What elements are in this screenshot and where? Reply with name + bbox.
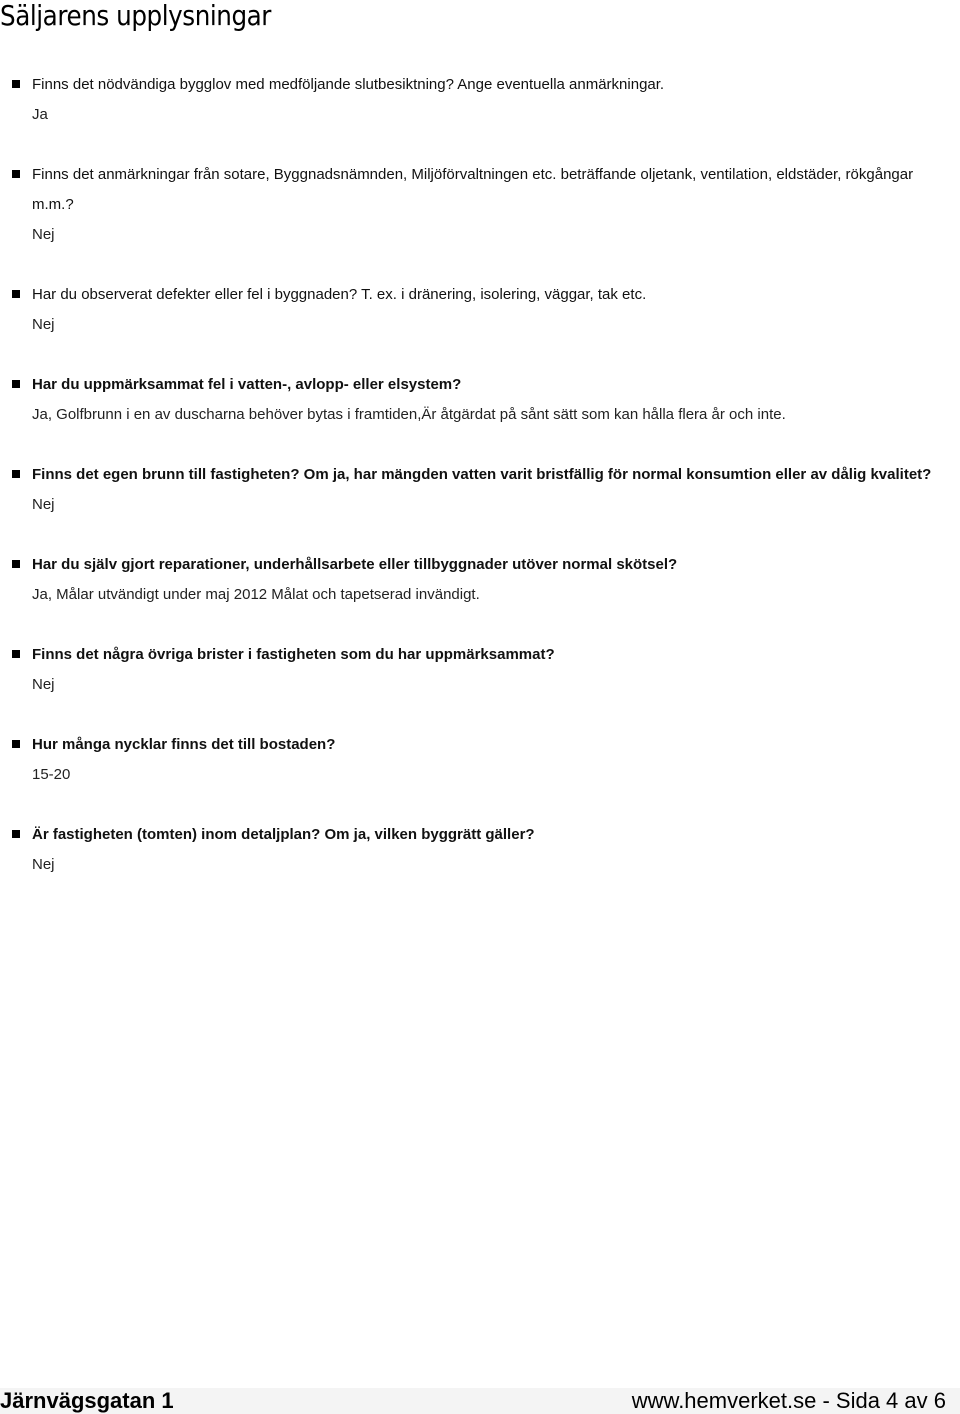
footer-site-page: www.hemverket.se - Sida 4 av 6: [631, 1388, 946, 1413]
answer-text: Nej: [32, 856, 55, 873]
answer-text: 15-20: [32, 766, 71, 783]
question-text: Är fastigheten (tomten) inom detaljplan? Om ja, vilken byggrätt gäller?: [32, 826, 535, 843]
question-text: Finns det nödvändiga bygglov med medföljande slutbesiktning? Ange eventuella anmärkningar.: [32, 76, 665, 93]
question-text: Finns det några övriga brister i fastigheten som du har uppmärksammat?: [32, 646, 555, 663]
answer-text: Ja, Målar utvändigt under maj 2012 Målat och tapetserad invändigt.: [32, 586, 480, 603]
answer-text: Ja, Golfbrunn i en av duscharna behöver bytas i framtiden,Är åtgärdat på sånt sätt som kan hålla flera år och inte.: [32, 406, 786, 423]
question-item: [0, 640, 960, 700]
question-item: [0, 70, 960, 130]
question-item: [0, 280, 960, 340]
square-bullet-icon: [12, 470, 20, 478]
square-bullet-icon: [12, 290, 20, 298]
question-item: [0, 820, 960, 880]
question-text: Har du uppmärksammat fel i vatten-, avlopp- eller elsystem?: [32, 376, 462, 393]
square-bullet-icon: [12, 560, 20, 568]
square-bullet-icon: [12, 830, 20, 838]
page-title: Säljarens upplysningar: [0, 0, 271, 32]
question-text: Finns det anmärkningar från sotare, Byggnadsnämnden, Miljöförvaltningen etc. beträffande oljetank, ventilation, eldstäder, rökgångar m.m.?: [32, 166, 914, 213]
question-list: [0, 70, 960, 910]
question-text: Har du observerat defekter eller fel i byggnaden? T. ex. i dränering, isolering, väggar, tak etc.: [32, 286, 647, 303]
question-item: [0, 160, 960, 250]
question-text: Har du själv gjort reparationer, underhållsarbete eller tillbyggnader utöver normal skötsel?: [32, 556, 678, 573]
square-bullet-icon: [12, 650, 20, 658]
answer-text: Nej: [32, 226, 55, 243]
page-footer: [0, 1388, 960, 1414]
answer-text: Nej: [32, 316, 55, 333]
footer-address: Järnvägsgatan 1: [0, 1388, 174, 1413]
question-item: [0, 460, 960, 520]
square-bullet-icon: [12, 380, 20, 388]
question-item: [0, 370, 960, 430]
answer-text: Nej: [32, 496, 55, 513]
question-text: Finns det egen brunn till fastigheten? Om ja, har mängden vatten varit bristfällig för normal konsumtion eller av dålig kvalitet?: [32, 466, 932, 483]
answer-text: Ja: [32, 106, 48, 123]
square-bullet-icon: [12, 80, 20, 88]
question-item: [0, 550, 960, 610]
question-text: Hur många nycklar finns det till bostaden?: [32, 736, 336, 753]
square-bullet-icon: [12, 740, 20, 748]
question-item: [0, 730, 960, 790]
square-bullet-icon: [12, 170, 20, 178]
answer-text: Nej: [32, 676, 55, 693]
